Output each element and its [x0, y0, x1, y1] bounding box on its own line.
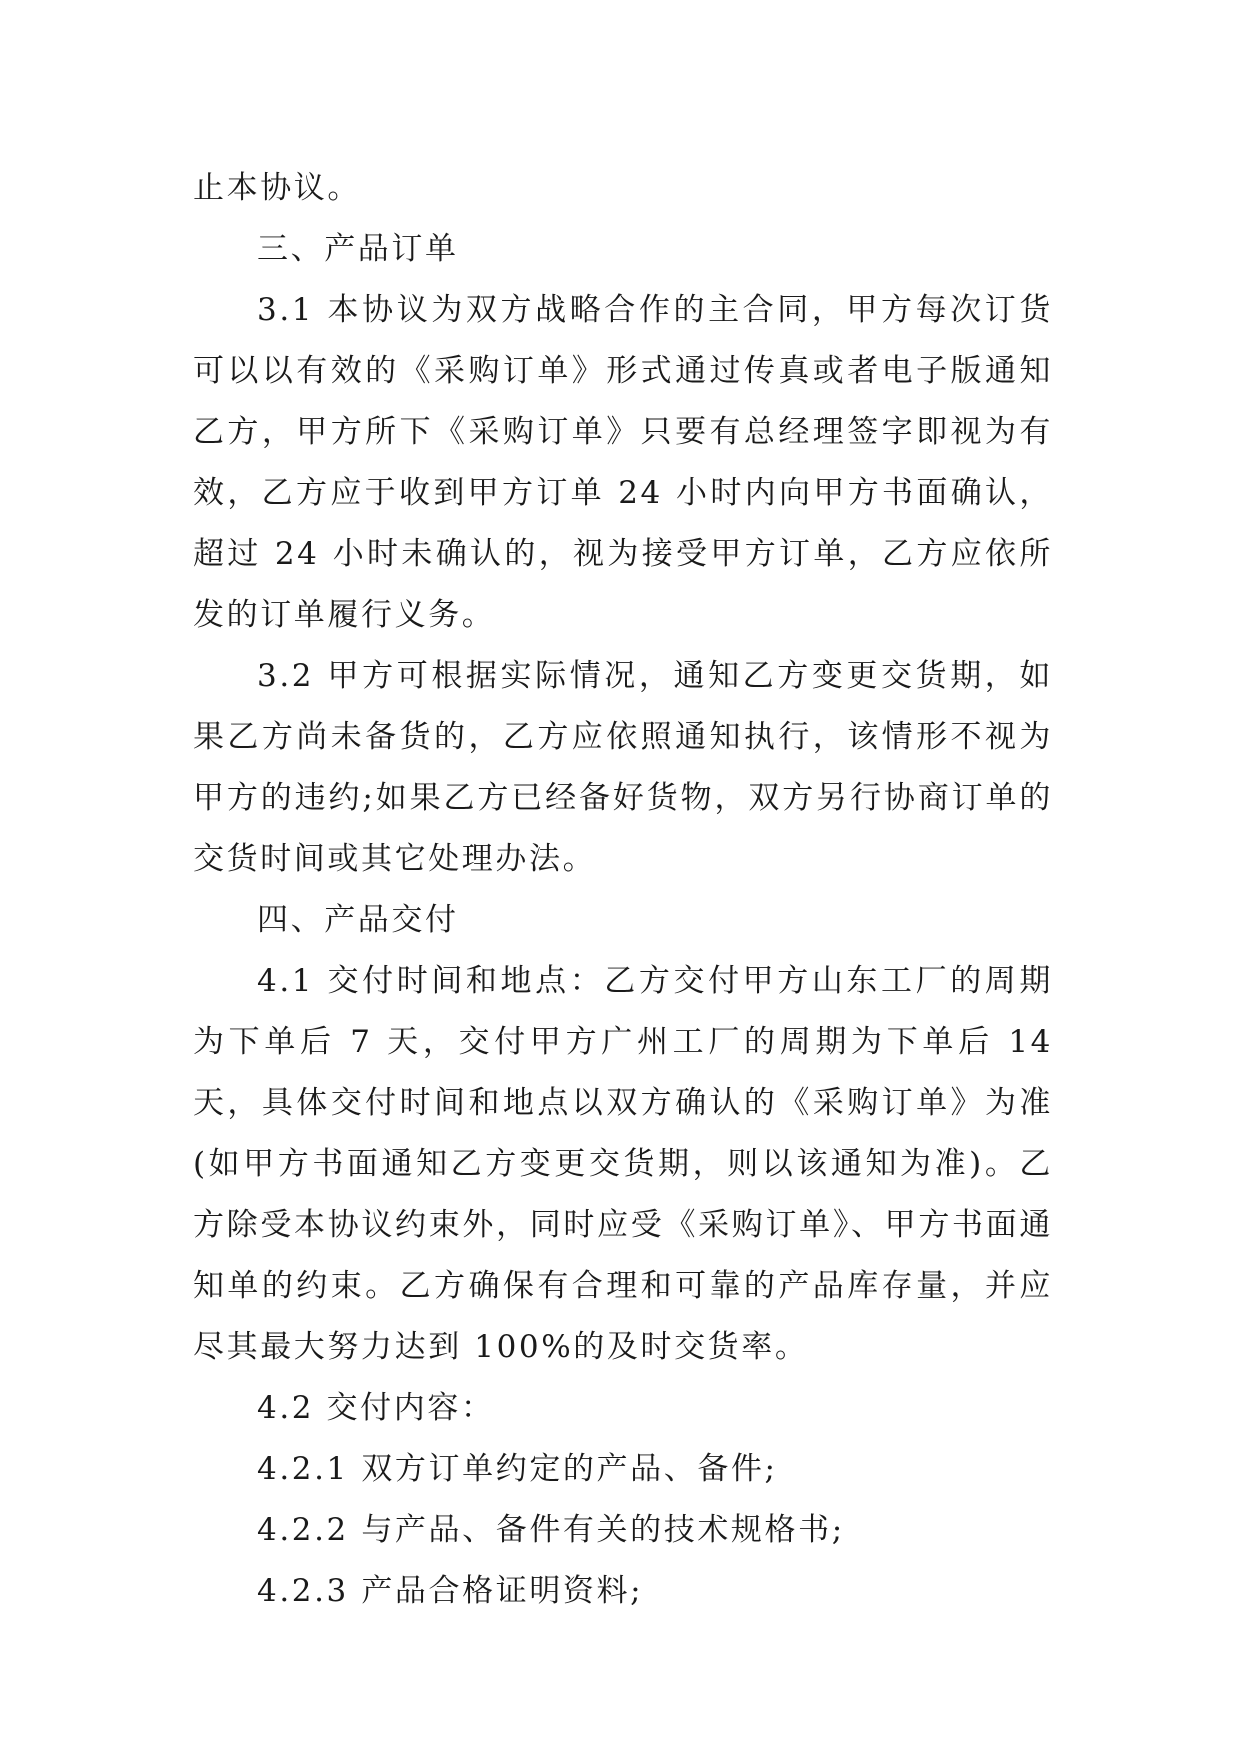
clause-3-1: 3.1 本协议为双方战略合作的主合同，甲方每次订货可以以有效的《采购订单》形式通过传真或者电子版通知乙方，甲方所下《采购订单》只要有总经理签字即视为有效，乙方应于收到甲方订单 24 小时内向甲方书面确认，超过 24 小时未确认的，视为接受甲方订单，乙方应依所发的订单履行义务。 [193, 292, 1053, 633]
clause-4-1: 4.1 交付时间和地点：乙方交付甲方山东工厂的周期为下单后 7 天，交付甲方广州工厂的周期为下单后 14 天，具体交付时间和地点以双方确认的《采购订单》为准(如甲方书面通知乙方变更交货期，则以该通知为准)。乙方除受本协议约束外，同时应受《采购订单》、甲方书面通知单的约束。乙方确保有合理和可靠的产品库存量，并应尽其最大努力达到 100%的及时交货率。 [193, 963, 1053, 1365]
paragraph-continuation: 止本协议。 [193, 170, 361, 206]
section-heading-product-order: 三、产品订单 [257, 231, 459, 267]
document-body [193, 158, 1053, 1622]
clause-4-2-3: 4.2.3 产品合格证明资料; [257, 1573, 644, 1609]
section-heading-product-delivery: 四、产品交付 [257, 902, 459, 938]
clause-4-2: 4.2 交付内容： [257, 1390, 495, 1426]
clause-3-2: 3.2 甲方可根据实际情况，通知乙方变更交货期，如果乙方尚未备货的，乙方应依照通知执行，该情形不视为甲方的违约;如果乙方已经备好货物，双方另行协商订单的交货时间或其它处理办法。 [193, 658, 1053, 877]
clause-4-2-1: 4.2.1 双方订单约定的产品、备件; [257, 1451, 778, 1487]
clause-4-2-2: 4.2.2 与产品、备件有关的技术规格书; [257, 1512, 845, 1548]
